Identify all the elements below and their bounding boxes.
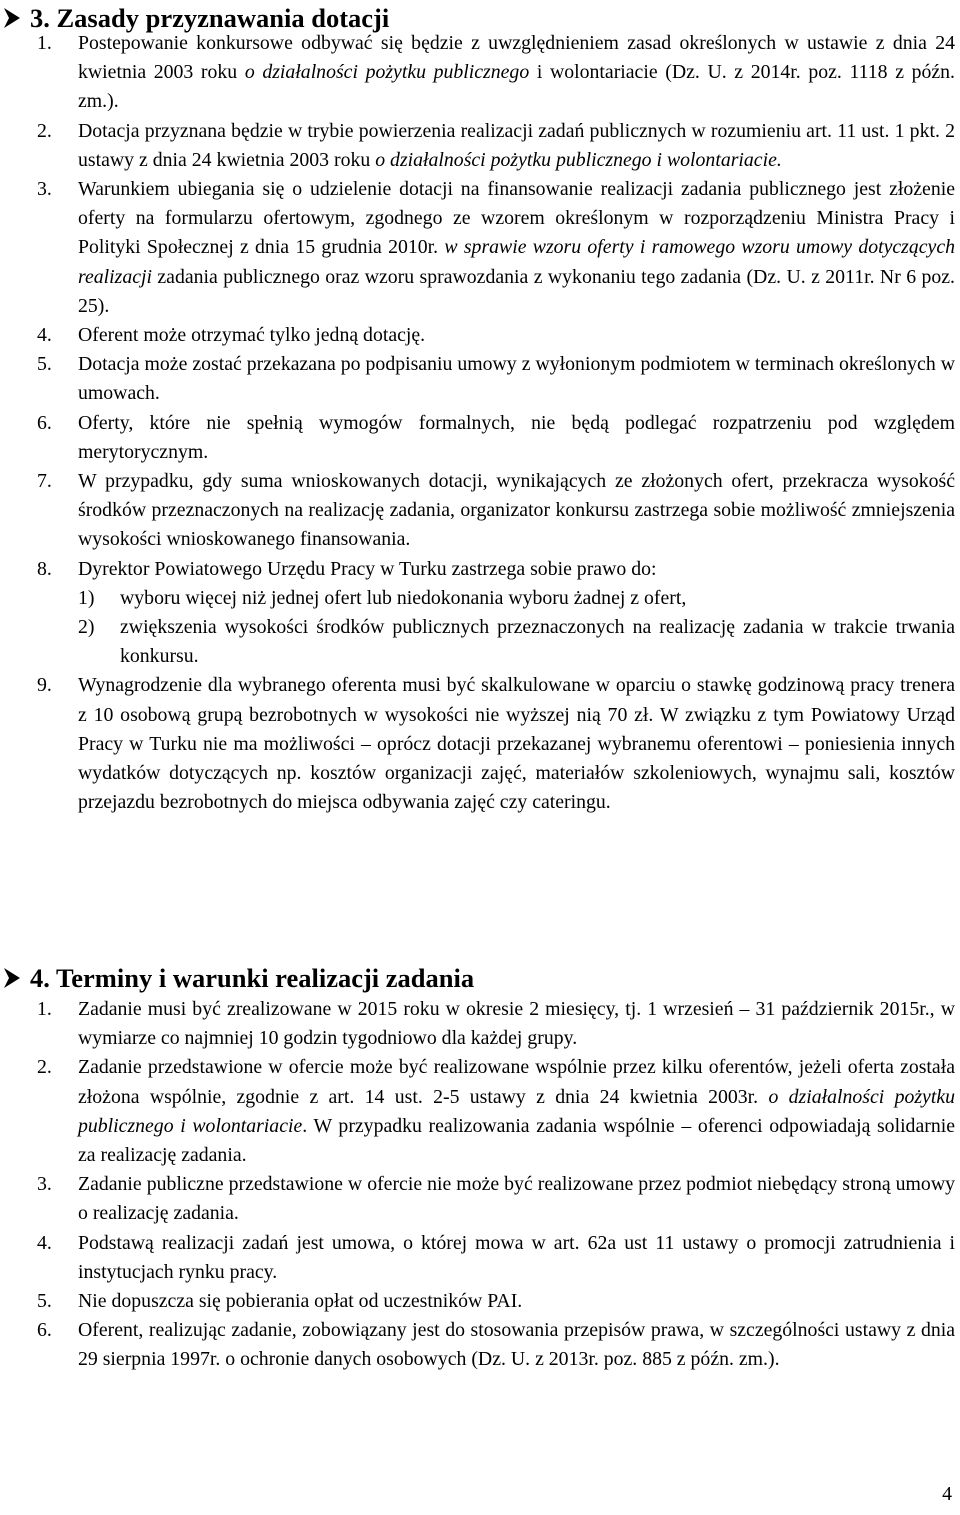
- item-number: 6.: [37, 411, 52, 434]
- list-item: [0, 555, 960, 672]
- text-run: zadania publicznego oraz wzoru sprawozdania z wykonaniu tego zadania (Dz. U. z 2011r. Nr 6 poz. 25).: [78, 265, 955, 317]
- text-run: W przypadku, gdy suma wnioskowanych dotacji, wynikających ze złożonych ofert, przekracza wysokość środków przeznaczonych na realizację zadania, organizator konkursu zastrzega sobie możliwość zmniejszenia wysokości wnioskowanego finansowania.: [78, 470, 955, 551]
- sub-item-text: zwiększenia wysokości środków publicznych przeznaczonych na realizację zadania w trakcie trwania konkursu.: [120, 616, 955, 668]
- section-title: 3. Zasady przyznawania dotacji: [30, 2, 390, 33]
- text-run: Dyrektor Powiatowego Urzędu Pracy w Turku zastrzega sobie prawo do:: [78, 557, 657, 580]
- text-run: Dotacja przyznana będzie w trybie powierzenia realizacji zadań publicznych w rozumieniu art. 11 ust. 1 pkt. 2 ustawy z dnia 24 kwietnia 2003 roku: [78, 119, 955, 171]
- sub-list: [78, 584, 955, 672]
- italic-text: o działalności pożytku publicznego: [244, 61, 530, 84]
- item-text: [78, 350, 955, 408]
- item-number: 3.: [37, 1173, 52, 1196]
- list-item: [0, 321, 960, 350]
- item-text: [78, 995, 955, 1053]
- sub-item-number: 1): [78, 586, 95, 609]
- section-4-body: [0, 995, 960, 1375]
- italic-text: o działalności pożytku publicznego i wolontariacie.: [375, 148, 782, 171]
- text-run: Dotacja może zostać przekazana po podpisaniu umowy z wyłonionym podmiotem w terminach określonych w umowach.: [78, 353, 955, 405]
- list-item: [0, 1229, 960, 1287]
- arrow-bullet-icon: [2, 6, 22, 30]
- item-text: [78, 1053, 955, 1170]
- text-run: Podstawą realizacji zadań jest umowa, o której mowa w art. 62a ust 11 ustawy o promocji zatrudnienia i instytucjach rynku pracy.: [78, 1231, 955, 1283]
- item-number: 4.: [37, 324, 52, 347]
- text-run: Oferent, realizując zadanie, zobowiązany jest do stosowania przepisów prawa, w szczególności ustawy z dnia 29 sierpnia 1997r. o ochronie danych osobowych (Dz. U. z 2013r. poz. 885 z późn. zm.).: [78, 1319, 955, 1371]
- item-text: [78, 29, 955, 117]
- item-text: [78, 321, 955, 350]
- item-number: 5.: [37, 353, 52, 376]
- item-number: 4.: [37, 1231, 52, 1254]
- list-item: [0, 467, 960, 555]
- list-item: [0, 409, 960, 467]
- item-text: [78, 409, 955, 467]
- arrow-bullet-icon: [2, 966, 22, 990]
- italic-text: o działalności pożytku publicznego i wolontariacie: [78, 1085, 955, 1137]
- sub-list-item: [78, 613, 955, 671]
- list-item: [0, 29, 960, 117]
- list-item: [0, 1287, 960, 1316]
- italic-text: w sprawie wzoru oferty i ramowego wzoru umowy dotyczących realizacji: [78, 236, 955, 288]
- text-run: Postepowanie konkursowe odbywać się będzie z uwzględnieniem zasad określonych w ustawie z dnia 24 kwietnia 2003 roku: [78, 32, 955, 84]
- list-item: [0, 117, 960, 175]
- item-text: [78, 1229, 955, 1287]
- list-item: [0, 175, 960, 321]
- list-item: [0, 1316, 960, 1374]
- list-item: [0, 995, 960, 1053]
- list-item: [0, 1170, 960, 1228]
- item-number: 3.: [37, 178, 52, 201]
- text-run: Oferent może otrzymać tylko jedną dotację.: [78, 324, 426, 347]
- item-number: 2.: [37, 119, 52, 142]
- sub-item-number: 2): [78, 616, 95, 639]
- section-3-list: [0, 29, 960, 817]
- item-text: [78, 1316, 955, 1374]
- item-number: 2.: [37, 1056, 52, 1079]
- text-run: Zadanie przedstawione w ofercie może być realizowane wspólnie przez kilku oferentów, jeżeli oferta została złożona wspólnie, zgodnie z art. 14 ust. 2-5 ustawy z dnia 24 kwietnia 2003r.: [78, 1056, 955, 1108]
- item-number: 5.: [37, 1290, 52, 1313]
- sub-item-text: wyboru więcej niż jednej ofert lub niedokonania wyboru żadnej z ofert,: [120, 586, 687, 609]
- section-3-body: [0, 29, 960, 817]
- text-run: Zadanie musi być zrealizowane w 2015 roku w okresie 2 miesięcy, tj. 1 wrzesień – 31 październik 2015r., w wymiarze co najmniej 10 godzin tygodniowo dla każdej grupy.: [78, 998, 955, 1050]
- page-number: 4: [942, 1483, 952, 1505]
- text-run: Oferty, które nie spełnią wymogów formalnych, nie będą podlegać rozpatrzeniu pod względem merytorycznym.: [78, 411, 955, 463]
- item-text: [78, 1287, 955, 1316]
- list-item: [0, 1053, 960, 1170]
- text-run: Wynagrodzenie dla wybranego oferenta musi być skalkulowane w oparciu o stawkę godzinową pracy trenera z 10 osobową grupą bezrobotnych w wysokości nie wyższej nią 70 zł. W związku z tym Powiatowy Urząd Pracy w Turku nie ma możliwości – oprócz dotacji przekazanej wybranemu oferentowi – poniesienia innych wydatków dotyczących np. kosztów organizacji zajęć, materiałów szkoleniowych, wynajmu sali, kosztów przejazdu bezrobotnych do miejsca odbywania zajęć czy cateringu.: [78, 674, 955, 814]
- item-number: 8.: [37, 557, 52, 580]
- item-text: [78, 671, 955, 817]
- text-run: Warunkiem ubiegania się o udzielenie dotacji na finansowanie realizacji zadania publicznego jest złożenie oferty na formularzu ofertowym, zgodnego ze wzorem określonym w rozporządzeniu Ministra Pracy i Polityki Społecznej z dnia 15 grudnia 2010r.: [78, 178, 955, 259]
- text-run: . W przypadku realizowania zadania wspólnie – oferenci odpowiadają solidarnie za realizację zadania.: [78, 1114, 955, 1167]
- sub-list-item: [78, 584, 955, 613]
- item-number: 1.: [37, 32, 52, 54]
- list-item: [0, 350, 960, 408]
- item-text: [78, 467, 955, 555]
- item-text: [78, 117, 955, 175]
- item-number: 6.: [37, 1319, 52, 1342]
- text-run: Nie dopuszcza się pobierania opłat od uczestników PAI.: [78, 1290, 523, 1313]
- section-4-heading: [0, 960, 474, 996]
- item-number: 1.: [37, 998, 52, 1020]
- item-text: [78, 175, 955, 321]
- text-run: i wolontariacie (Dz. U. z 2014r. poz. 1118 z późn. zm.).: [78, 61, 955, 113]
- item-number: 9.: [37, 674, 52, 697]
- list-item: [0, 671, 960, 817]
- item-text: [78, 555, 955, 584]
- section-4-list: [0, 995, 960, 1375]
- item-text: [78, 1170, 955, 1228]
- section-title: 4. Terminy i warunki realizacji zadania: [30, 962, 475, 993]
- text-run: Zadanie publiczne przedstawione w ofercie nie może być realizowane przez podmiot niebędący stroną umowy o realizację zadania.: [78, 1173, 955, 1225]
- item-number: 7.: [37, 470, 52, 493]
